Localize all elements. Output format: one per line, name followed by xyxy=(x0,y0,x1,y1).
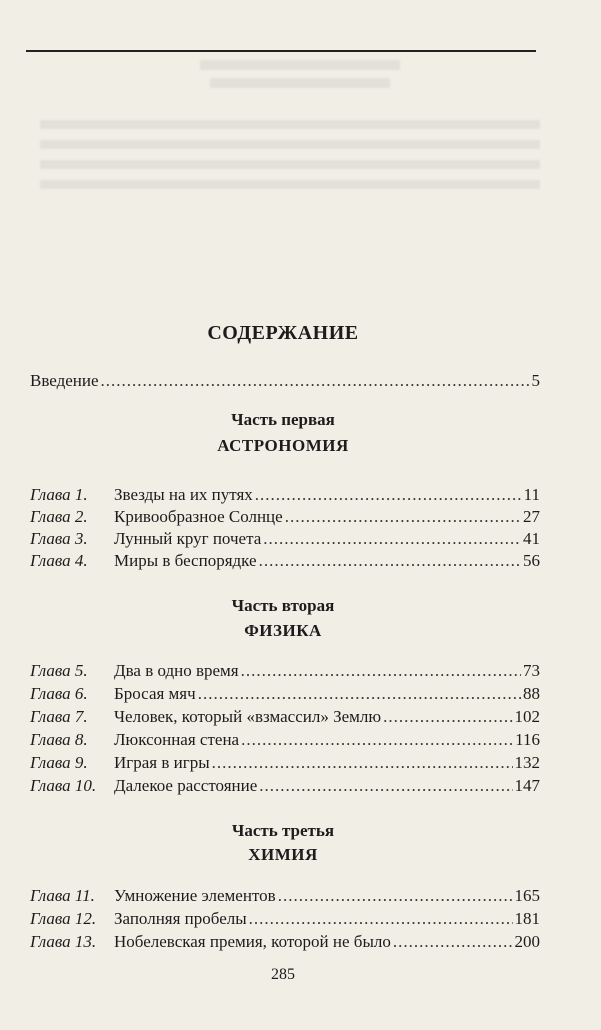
chapter-page: 132 xyxy=(514,753,540,772)
page-number: 285 xyxy=(271,966,295,983)
chapter-label: Глава 7. xyxy=(30,707,88,726)
leader-dots xyxy=(278,885,513,907)
chapter-title: Лунный круг почета xyxy=(114,529,262,548)
chapter-label: Глава 3. xyxy=(30,529,88,548)
chapter-title: Заполняя пробелы xyxy=(114,909,247,928)
chapter-title: Два в одно время xyxy=(114,661,239,680)
chapter-title: Человек, который «взмассил» Землю xyxy=(114,707,382,726)
toc-entry xyxy=(30,484,540,506)
leader-dots xyxy=(101,370,530,392)
chapter-page: 73 xyxy=(523,661,540,680)
part-heading: Часть третья xyxy=(231,821,335,840)
chapter-page: 41 xyxy=(523,529,540,548)
chapter-title: Кривообразное Солнце xyxy=(114,507,283,526)
chapter-page: 200 xyxy=(514,932,540,951)
chapter-page: 27 xyxy=(523,507,540,526)
toc-entry xyxy=(30,775,540,797)
toc-entry xyxy=(30,528,540,550)
chapter-label: Глава 2. xyxy=(30,507,88,526)
toc-entry xyxy=(30,706,540,728)
toc-entry xyxy=(30,506,540,528)
toc-entry-intro xyxy=(30,370,540,392)
contents-title: СОДЕРЖАНИЕ xyxy=(207,322,359,344)
chapter-title: Миры в беспорядке xyxy=(114,551,257,570)
leader-dots xyxy=(212,752,513,774)
leader-dots xyxy=(259,550,521,572)
chapter-label: Глава 1. xyxy=(30,485,88,504)
toc-entry xyxy=(30,752,540,774)
entry-title: Введение xyxy=(30,371,99,390)
section-heading: ФИЗИКА xyxy=(244,621,322,640)
top-rule xyxy=(26,50,536,52)
chapter-title: Далекое расстояние xyxy=(114,776,258,795)
toc-entry xyxy=(30,683,540,705)
chapter-label: Глава 6. xyxy=(30,684,88,703)
chapter-page: 88 xyxy=(523,684,540,703)
chapter-page: 165 xyxy=(514,886,540,905)
chapter-label: Глава 8. xyxy=(30,730,88,749)
section-heading: АСТРОНОМИЯ xyxy=(217,436,349,455)
chapter-title: Бросая мяч xyxy=(114,684,196,703)
bleed-through-text xyxy=(0,60,601,220)
chapter-label: Глава 13. xyxy=(30,932,97,951)
chapter-label: Глава 10. xyxy=(30,776,97,795)
leader-dots xyxy=(285,506,521,528)
chapter-title: Умножение элементов xyxy=(114,886,276,905)
entry-page: 5 xyxy=(531,371,540,390)
chapter-title: Звезды на их путях xyxy=(114,485,253,504)
part-heading: Часть первая xyxy=(231,410,335,429)
toc-entry xyxy=(30,885,540,907)
chapter-label: Глава 11. xyxy=(30,886,95,905)
toc-entry xyxy=(30,931,540,953)
leader-dots xyxy=(241,660,521,682)
chapter-page: 56 xyxy=(523,551,540,570)
toc-entry xyxy=(30,660,540,682)
leader-dots xyxy=(393,931,513,953)
chapter-label: Глава 5. xyxy=(30,661,88,680)
leader-dots xyxy=(383,706,512,728)
toc-entry xyxy=(30,908,540,930)
section-heading: ХИМИЯ xyxy=(248,845,318,864)
chapter-page: 147 xyxy=(514,776,540,795)
chapter-label: Глава 9. xyxy=(30,753,88,772)
leader-dots xyxy=(241,729,513,751)
chapter-page: 181 xyxy=(514,909,540,928)
leader-dots xyxy=(263,528,521,550)
chapter-label: Глава 12. xyxy=(30,909,97,928)
toc-entry xyxy=(30,729,540,751)
chapter-label: Глава 4. xyxy=(30,551,88,570)
chapter-page: 116 xyxy=(515,730,540,749)
part-heading: Часть вторая xyxy=(231,596,335,615)
leader-dots xyxy=(198,683,521,705)
chapter-page: 11 xyxy=(523,485,540,504)
toc-entry xyxy=(30,550,540,572)
chapter-title: Играя в игры xyxy=(114,753,210,772)
leader-dots xyxy=(249,908,513,930)
chapter-title: Нобелевская премия, которой не было xyxy=(114,932,391,951)
chapter-title: Люксонная стена xyxy=(114,730,240,749)
leader-dots xyxy=(255,484,522,506)
chapter-page: 102 xyxy=(514,707,540,726)
leader-dots xyxy=(259,775,512,797)
